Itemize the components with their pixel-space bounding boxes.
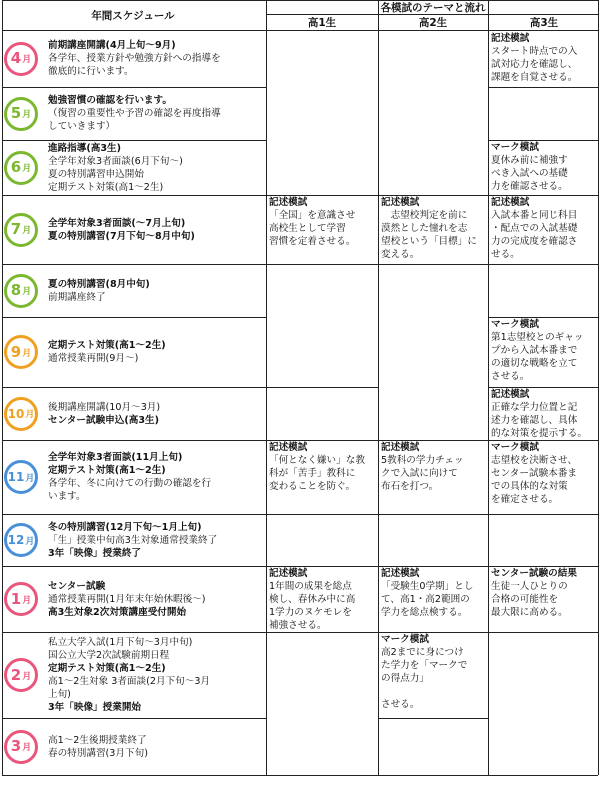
mock-cell-g3-jul <box>491 196 596 261</box>
month-unit: 月 <box>22 348 32 359</box>
mock-cell-g1-nov <box>269 441 375 493</box>
month-number: 9 <box>10 342 22 361</box>
schedule-line: 通常授業再開(9月～) <box>48 353 139 364</box>
month-badge <box>4 97 38 131</box>
month-badge <box>4 42 38 76</box>
schedule-line: 私立大学入試(1月下旬～3月中旬) <box>48 637 193 648</box>
mock-title: 記述模試 <box>381 442 420 453</box>
month-badge <box>4 460 38 494</box>
month-unit: 月 <box>25 473 35 484</box>
mock-title: マーク模試 <box>381 634 429 645</box>
month-badge <box>4 658 38 692</box>
mock-body: 「受験生0学期」とし て、高1・高2範囲の 学力を総点検する。 <box>381 581 474 618</box>
schedule-line: 夏の特別講習(7月下旬～8月中旬) <box>48 230 195 242</box>
mock-title: 記述模試 <box>491 33 530 44</box>
month-unit: 月 <box>22 287 32 297</box>
schedule-line: 定期テスト対策(高1～2生) <box>48 663 166 674</box>
mock-title: 記述模試 <box>491 389 530 400</box>
header-grade-1: 高1生 <box>307 16 337 29</box>
month-unit: 月 <box>22 226 32 236</box>
month-unit: 月 <box>22 595 32 606</box>
month-number: 3 <box>10 737 22 755</box>
month-badge <box>4 213 38 247</box>
mock-title: 記述模試 <box>381 568 420 579</box>
month-badge <box>4 274 38 308</box>
mock-cell-g3-jan <box>491 567 596 619</box>
month-number: 1 <box>10 589 22 608</box>
schedule-line: 3年「映像」授業開始 <box>48 702 142 713</box>
month-unit: 月 <box>22 55 32 65</box>
mock-cell-g2-jan <box>381 567 485 619</box>
month-badge <box>4 582 38 616</box>
mock-body: 入試本番と同じ科目 ・配点での入試基礎 力の完成度を確認さ せる。 <box>491 210 578 260</box>
mock-title: 記述模試 <box>381 197 420 208</box>
schedule-line: 夏の特別講習(8月中旬) <box>48 278 150 290</box>
schedule-line: センター試験 <box>48 580 106 592</box>
schedule-text <box>48 142 264 194</box>
schedule-line: 「生」授業中旬高3生対象通常授業終了 <box>48 534 218 546</box>
mock-body: 5教科の学力チェッ クで入試に向けて 布石を打つ。 <box>381 455 464 492</box>
mock-cell-g3-oct <box>491 388 596 440</box>
mock-body: スタート時点での入 試対応力を確認し、 課題を自覚させる。 <box>491 46 578 83</box>
mock-title: 記述模試 <box>269 568 308 579</box>
schedule-text <box>48 580 264 619</box>
schedule-text <box>48 521 264 560</box>
month-badge <box>4 523 38 557</box>
month-number: 7 <box>10 220 22 238</box>
mock-title: マーク模試 <box>491 142 539 153</box>
schedule-line: 進路指導(高3生) <box>48 142 122 154</box>
schedule-line: 各学年、授業方針や勉強方針への指導を <box>48 53 221 64</box>
mock-body: 生徒一人ひとりの 合格の可能性を 最大限に高める。 <box>491 581 568 618</box>
month-number: 4 <box>10 49 22 67</box>
month-badge <box>4 730 38 764</box>
schedule-line: 上旬) <box>48 689 71 700</box>
month-badge <box>4 335 38 369</box>
mock-title: 記述模試 <box>269 197 308 208</box>
schedule-line: 前期講座終了 <box>48 291 106 303</box>
schedule-line: 後期講座開講(10月～3月) <box>48 401 161 413</box>
mock-title: マーク模試 <box>491 319 539 330</box>
schedule-line: 定期テスト対策(高1～2生) <box>48 340 166 351</box>
schedule-text <box>48 401 264 427</box>
schedule-line: 高3生対象2次対策講座受付開始 <box>48 606 187 618</box>
mock-title: マーク模試 <box>491 442 539 453</box>
header-grade-3: 高3生 <box>529 16 559 29</box>
mock-cell-g1-jul <box>269 196 375 248</box>
schedule-line: 国公立大学2次試験前期日程 <box>48 650 170 661</box>
schedule-line: 高1～2生対象 3者面談(2月下旬～3月 <box>48 676 211 687</box>
schedule-line: 定期テスト対策(高1～2生) <box>48 181 164 193</box>
schedule-line: 通常授業再開(1月年末年始休暇後～) <box>48 593 206 605</box>
mock-title: 記述模試 <box>491 197 530 208</box>
schedule-line: 定期テスト対策(高1～2生) <box>48 465 166 476</box>
month-number: 6 <box>10 158 22 176</box>
schedule-line: 全学年対象3者面談(11月上旬) <box>48 452 183 463</box>
month-badge <box>4 397 38 431</box>
mock-cell-g3-nov <box>491 441 596 506</box>
schedule-line: 全学年対象3者面談(6月下旬～) <box>48 155 183 167</box>
mock-body: 「全国」を意識させ 高校生として学習 習慣を定着させる。 <box>269 210 356 247</box>
mock-cell-g3-apr <box>491 32 596 84</box>
header-grade-2: 高2生 <box>418 16 448 29</box>
month-unit: 月 <box>25 410 35 420</box>
schedule-text <box>48 39 264 78</box>
mock-cell-g2-feb <box>381 633 485 711</box>
schedule-text <box>48 217 264 243</box>
schedule-line: います。 <box>48 491 86 502</box>
schedule-text <box>48 94 264 133</box>
schedule-line: 勉強習慣の確認を行います。 <box>48 95 172 106</box>
mock-body: 志望校判定を前に 漠然とした憧れを志 望校という「目標」に 変える。 <box>381 210 477 260</box>
mock-cell-g3-sep <box>491 318 596 383</box>
mock-title: 記述模試 <box>269 442 308 453</box>
mock-cell-g2-jul <box>381 196 485 261</box>
schedule-line: 全学年対象3者面談(～7月上旬) <box>48 217 186 229</box>
month-number: 8 <box>10 281 22 299</box>
schedule-line: センター試験申込(高3生) <box>48 414 159 426</box>
header-annual-schedule: 年間スケジュール <box>91 9 175 22</box>
month-unit: 月 <box>22 671 32 682</box>
schedule-line: 3年「映像」授業終了 <box>48 547 142 559</box>
mock-cell-g3-jun <box>491 141 596 193</box>
mock-body: 第1志望校とのギャッ プから入試本番まで の適切な戦略を立て させる。 <box>491 332 584 382</box>
month-unit: 月 <box>25 536 35 547</box>
schedule-text <box>48 734 264 760</box>
month-unit: 月 <box>22 110 32 120</box>
month-number: 11 <box>7 470 25 484</box>
schedule-line: 夏の特別講習申込開始 <box>48 168 144 180</box>
month-unit: 月 <box>22 164 32 174</box>
month-number: 5 <box>10 104 22 122</box>
mock-cell-g1-jan <box>269 567 375 632</box>
month-number: 12 <box>7 533 25 547</box>
mock-body: 夏休み前に補強す べき入試への基礎 力を確認させる。 <box>491 155 568 192</box>
mock-body: 1年間の成果を総点 検し、春休み中に高 1学力のヌケモレを 補強させる。 <box>269 581 356 631</box>
schedule-line: していきます） <box>48 121 116 132</box>
mock-cell-g2-nov <box>381 441 485 493</box>
schedule-text <box>48 339 264 365</box>
month-unit: 月 <box>22 743 32 753</box>
mock-body: 正確な学力位置と記 述力を確認し、具体 的な対策を提示する。 <box>491 402 587 439</box>
month-badge <box>4 151 38 185</box>
header-mock-theme: 各模試のテーマと流れ <box>380 1 486 14</box>
mock-body: 志望校を決断させ、 センター試験本番ま での具体的な対策 を確定させる。 <box>491 455 578 505</box>
month-number: 10 <box>7 406 25 421</box>
schedule-line: 徹底的に行います。 <box>48 66 134 77</box>
mock-body: 高2までに身につけ た学力を「マークで の得点力」 させる。 <box>381 647 468 710</box>
schedule-line: （復習の重要性や予習の確認を再度指導 <box>48 108 221 119</box>
mock-title: センター試験の結果 <box>491 568 577 579</box>
schedule-text <box>48 278 264 304</box>
schedule-line: 各学年、冬に向けての行動の確認を行 <box>48 478 212 489</box>
month-number: 2 <box>10 665 22 684</box>
schedule-text <box>48 636 264 714</box>
schedule-line: 前期講座開講(4月上旬～9月) <box>48 40 176 51</box>
schedule-line: 冬の特別講習(12月下旬～1月上旬) <box>48 521 202 533</box>
schedule-text <box>48 451 264 503</box>
schedule-line: 春の特別講習(3月下旬) <box>48 747 148 759</box>
mock-body: 「何となく嫌い」な教 科が「苦手」教科に 変わることを防ぐ。 <box>269 455 365 492</box>
schedule-line: 高1～2生後期授業終了 <box>48 734 147 746</box>
